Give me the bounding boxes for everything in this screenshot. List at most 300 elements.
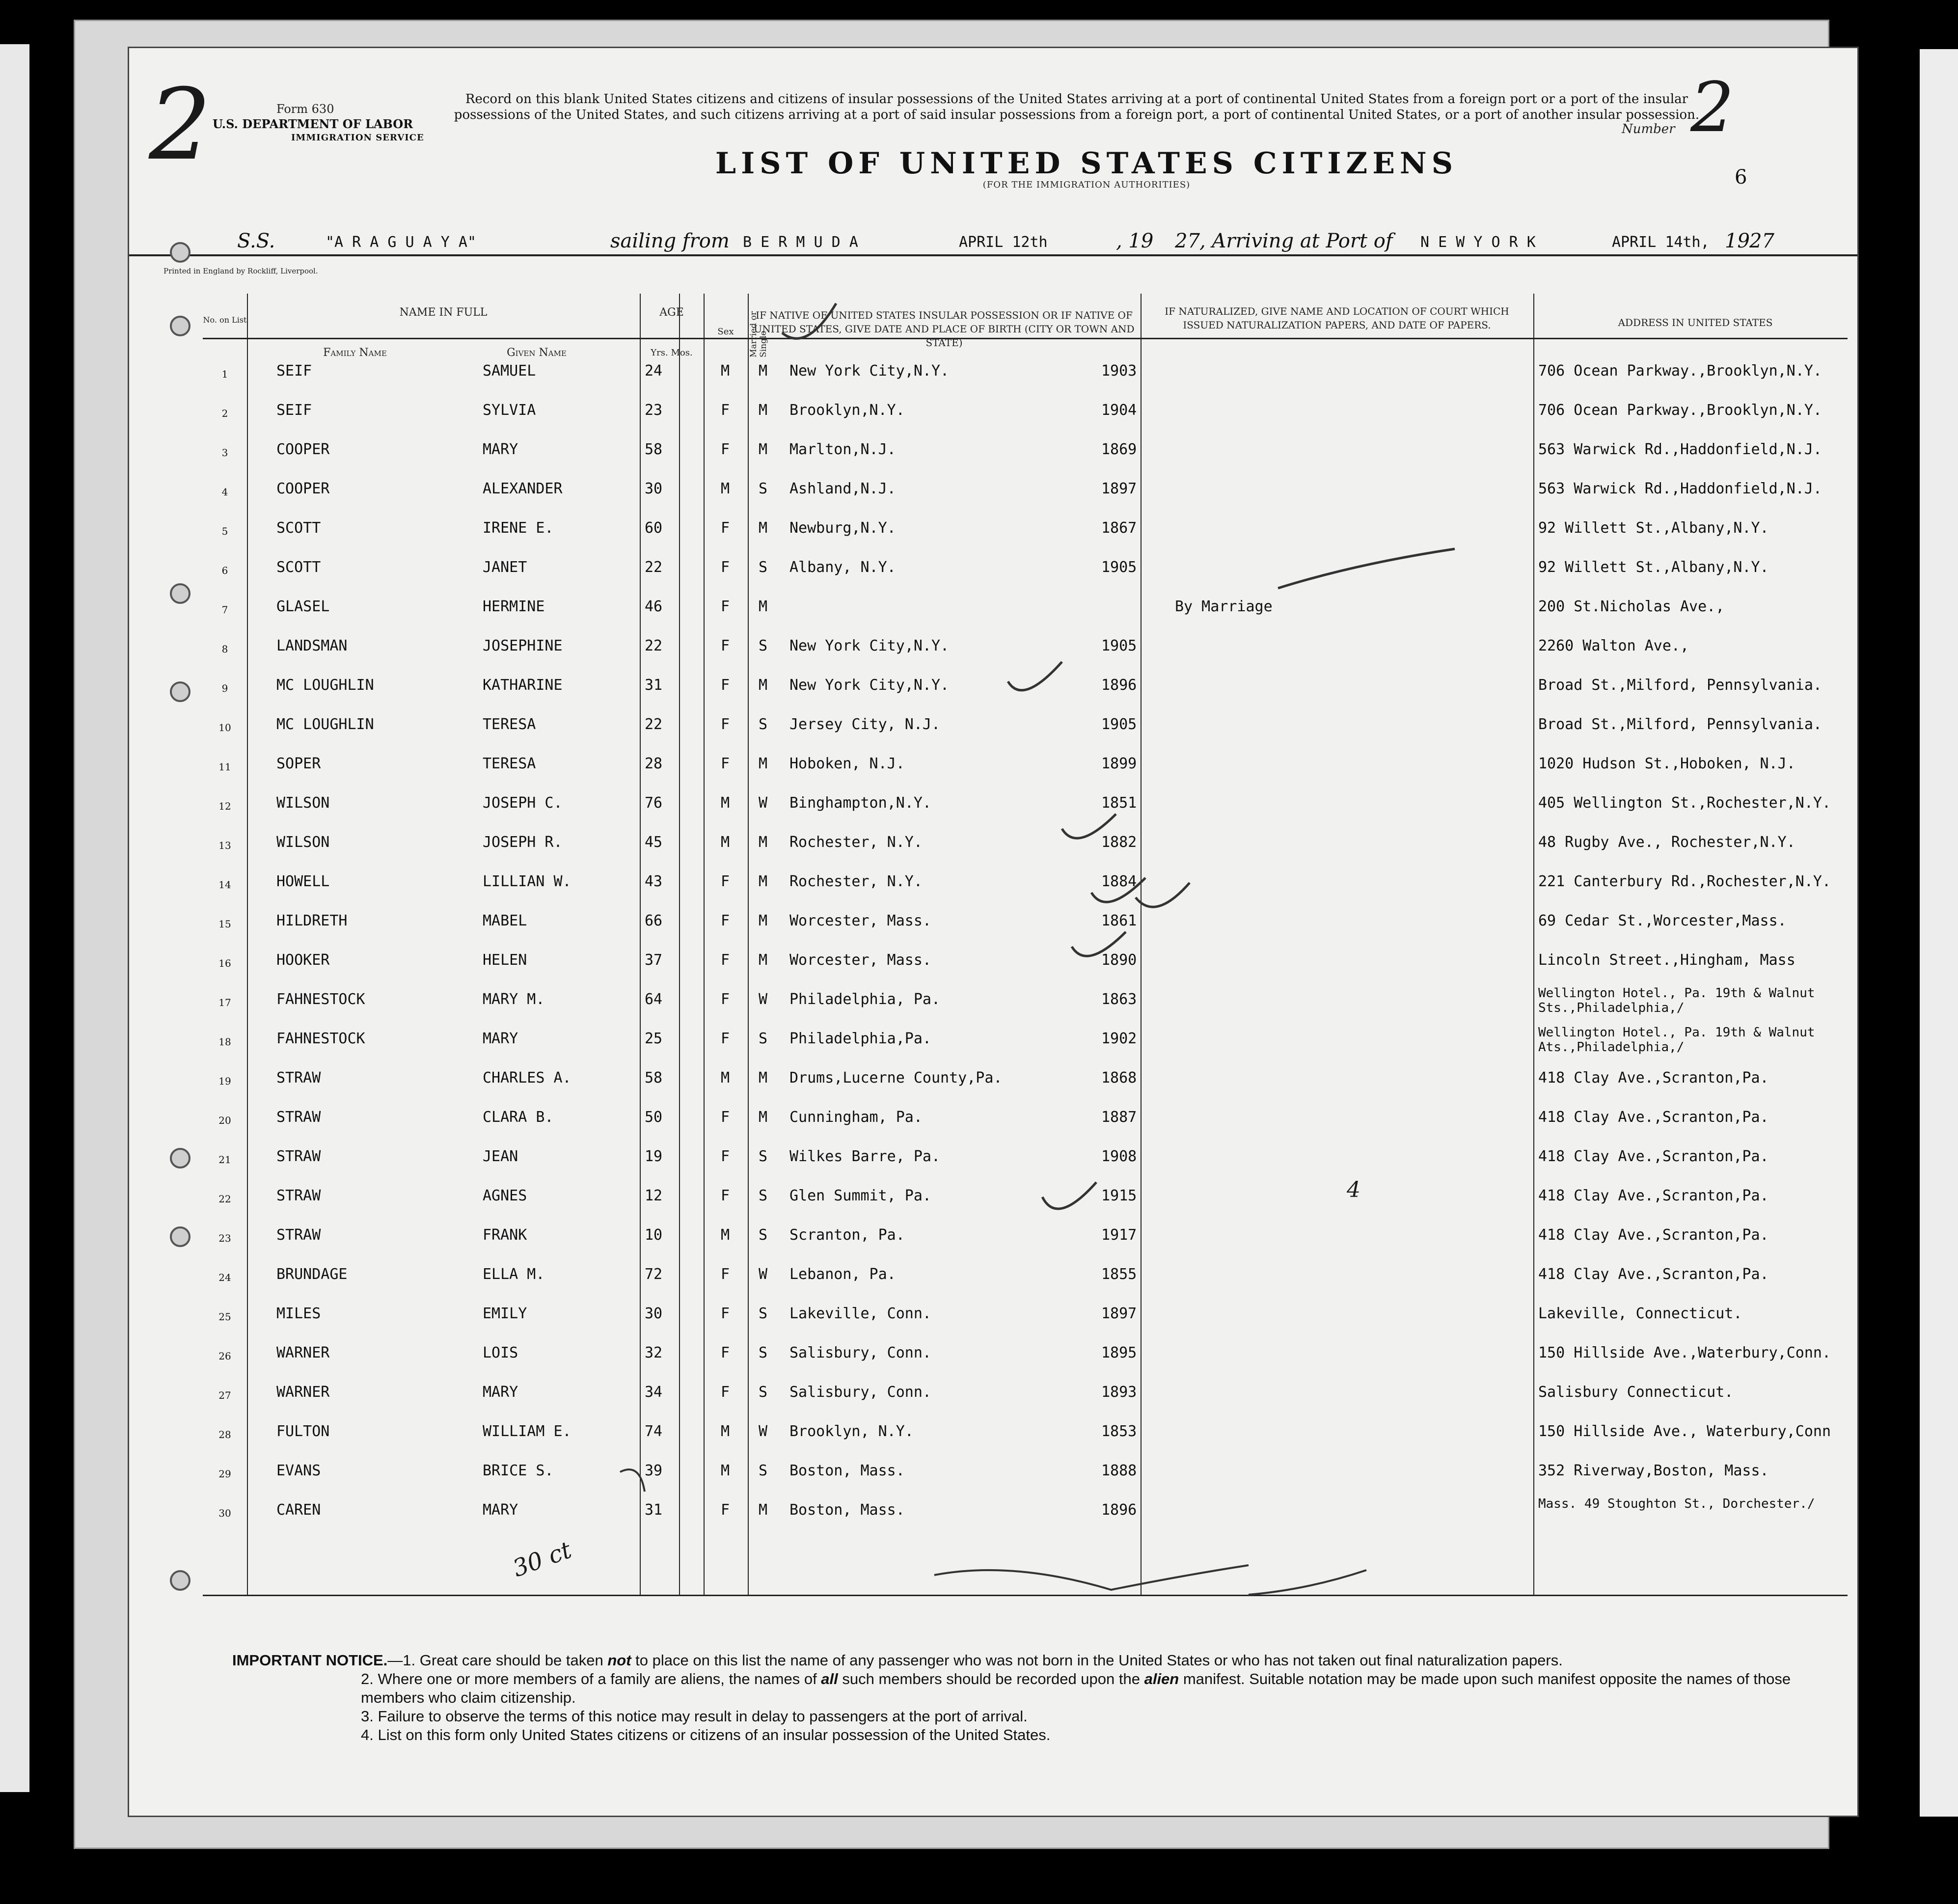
sex: F [721, 952, 730, 969]
age-years: 58 [645, 441, 663, 458]
family-name: SEIF [276, 402, 312, 419]
family-name: HOOKER [276, 952, 330, 969]
marital-status: M [759, 598, 768, 615]
birth-place: Brooklyn,N.Y. [789, 402, 905, 419]
family-name: WARNER [276, 1384, 330, 1401]
departure-date: APRIL 12th [959, 234, 1048, 251]
notice-text: 1. Great care should be taken [403, 1652, 608, 1669]
list-number: 10 [218, 722, 231, 734]
sailing-label: sailing from [610, 230, 730, 252]
sex: F [721, 402, 730, 419]
marital-status: S [759, 1226, 768, 1244]
given-name: JOSEPH R. [483, 834, 563, 851]
given-name: TERESA [483, 716, 536, 733]
service-name: IMMIGRATION SERVICE [291, 133, 424, 143]
binding-hole [170, 1226, 190, 1247]
sex: M [721, 480, 730, 497]
handwritten-signature [934, 1565, 1249, 1590]
handwritten-stroke [620, 1469, 645, 1492]
address: 150 Hillside Ave.,Waterbury,Conn. [1538, 1344, 1831, 1361]
marital-status: W [759, 1423, 768, 1440]
birth-year: 1896 [1101, 677, 1137, 694]
age-years: 22 [645, 637, 663, 654]
sex: M [721, 362, 730, 380]
address: 92 Willett St.,Albany,N.Y. [1538, 519, 1769, 537]
age-years: 22 [645, 559, 663, 576]
sex: F [721, 1266, 730, 1283]
list-number: 2 [221, 408, 228, 419]
given-name: WILLIAM E. [483, 1423, 571, 1440]
sex: F [721, 912, 730, 929]
notice-item-2 [232, 1670, 1843, 1707]
birth-place: Rochester, N.Y. [789, 834, 923, 851]
family-name: BRUNDAGE [276, 1266, 348, 1283]
handwritten-signature [1249, 1570, 1366, 1595]
birth-year: 1917 [1101, 1226, 1137, 1244]
given-name: SAMUEL [483, 362, 536, 380]
bottom-note: 30 ct [509, 1536, 575, 1583]
header-family-name: Family Name [323, 347, 387, 359]
family-name: FAHNESTOCK [276, 991, 365, 1008]
family-name: GLASEL [276, 598, 330, 615]
age-years: 24 [645, 362, 663, 380]
family-name: WARNER [276, 1344, 330, 1361]
given-name: JEAN [483, 1148, 518, 1165]
list-number: 13 [218, 840, 231, 851]
birth-place: Salisbury, Conn. [789, 1384, 931, 1401]
age-years: 28 [645, 755, 663, 772]
birth-year: 1897 [1101, 480, 1137, 497]
birth-place: Rochester, N.Y. [789, 873, 923, 890]
age-years: 74 [645, 1423, 663, 1440]
family-name: COOPER [276, 480, 330, 497]
birth-year: 1887 [1101, 1109, 1137, 1126]
list-number: 27 [218, 1389, 231, 1401]
manifest-sheet [128, 47, 1859, 1817]
address: Salisbury Connecticut. [1538, 1384, 1734, 1401]
given-name: HELEN [483, 952, 527, 969]
address: 418 Clay Ave.,Scranton,Pa. [1538, 1187, 1769, 1204]
address: 418 Clay Ave.,Scranton,Pa. [1538, 1148, 1769, 1165]
list-number: 16 [218, 957, 231, 969]
list-number: 29 [218, 1468, 231, 1480]
family-name: MC LOUGHLIN [276, 677, 374, 694]
age-years: 76 [645, 794, 663, 812]
family-name: EVANS [276, 1462, 321, 1479]
list-number: 24 [218, 1272, 231, 1283]
birth-year: 1896 [1101, 1501, 1137, 1519]
address: 352 Riverway,Boston, Mass. [1538, 1462, 1769, 1479]
family-name: SCOTT [276, 559, 321, 576]
handwritten-annotations [129, 48, 1857, 1816]
list-number: 8 [221, 643, 228, 655]
birth-place: Hoboken, N.J. [789, 755, 905, 772]
birth-year: 1895 [1101, 1344, 1137, 1361]
age-years: 12 [645, 1187, 663, 1204]
birth-place: Philadelphia, Pa. [789, 991, 941, 1008]
notice-emphasis: alien [1144, 1670, 1179, 1687]
birth-year: 1903 [1101, 362, 1137, 380]
family-name: LANDSMAN [276, 637, 348, 654]
birth-place: New York City,N.Y. [789, 677, 950, 694]
header-no-on-list: No. on List [203, 315, 247, 325]
header-address: ADDRESS IN UNITED STATES [1618, 317, 1773, 328]
right-page-edge [1920, 49, 1958, 1817]
address: Broad St.,Milford, Pennsylvania. [1538, 716, 1822, 733]
birth-year: 1855 [1101, 1266, 1137, 1283]
age-years: 58 [645, 1069, 663, 1087]
sex: F [721, 1148, 730, 1165]
tick-mark [782, 303, 836, 338]
list-number: 12 [218, 800, 231, 812]
age-years: 39 [645, 1462, 663, 1479]
sex: F [721, 755, 730, 772]
birth-year: 1861 [1101, 912, 1137, 929]
given-name: CLARA B. [483, 1109, 554, 1126]
family-name: WILSON [276, 794, 330, 812]
family-name: MILES [276, 1305, 321, 1322]
marital-status: M [759, 755, 768, 772]
given-name: JOSEPH C. [483, 794, 563, 812]
tick-mark [1042, 1182, 1096, 1209]
given-name: KATHARINE [483, 677, 563, 694]
sex: F [721, 677, 730, 694]
list-number: 7 [221, 604, 228, 616]
birth-place: Jersey City, N.J. [789, 716, 941, 733]
birth-year: 1897 [1101, 1305, 1137, 1322]
binding-hole [170, 316, 190, 336]
marital-status: S [759, 1030, 768, 1047]
list-number: 3 [221, 447, 228, 459]
birth-year: 1868 [1101, 1069, 1137, 1087]
arrival-year-prefix: 19 [1725, 230, 1750, 252]
birth-year: 1908 [1101, 1148, 1137, 1165]
birth-year: 1884 [1101, 873, 1137, 890]
birth-place: Boston, Mass. [789, 1501, 905, 1519]
marital-status: S [759, 1305, 768, 1322]
given-name: LILLIAN W. [483, 873, 571, 890]
sex: F [721, 991, 730, 1008]
notice-emphasis: not [607, 1652, 631, 1669]
list-number: 26 [218, 1350, 231, 1362]
birth-year: 1905 [1101, 559, 1137, 576]
birth-place: Salisbury, Conn. [789, 1344, 931, 1361]
birth-place: Albany, N.Y. [789, 559, 896, 576]
given-name: MABEL [483, 912, 527, 929]
list-number: 9 [221, 682, 228, 694]
family-name: HILDRETH [276, 912, 348, 929]
arrival-year: 27 [1749, 230, 1774, 252]
address: 1020 Hudson St.,Hoboken, N.J. [1538, 755, 1795, 772]
given-name: FRANK [483, 1226, 527, 1244]
list-number: 11 [218, 761, 231, 773]
address: 69 Cedar St.,Worcester,Mass. [1538, 912, 1787, 929]
given-name: TERESA [483, 755, 536, 772]
birth-year: 1905 [1101, 716, 1137, 733]
birth-place: Worcester, Mass. [789, 952, 931, 969]
age-years: 46 [645, 598, 663, 615]
form-number: Form 630 [276, 102, 334, 116]
stray-mark: 4 [1347, 1177, 1360, 1202]
age-years: 60 [645, 519, 663, 537]
address: Broad St.,Milford, Pennsylvania. [1538, 677, 1822, 694]
birth-place: Boston, Mass. [789, 1462, 905, 1479]
given-name: BRICE S. [483, 1462, 554, 1479]
notice-item-1: IMPORTANT NOTICE.—1. Great care should be taken not to place on this list the name of any passenger who was not born in the United States or who has not taken out final naturalization papers. [232, 1652, 1563, 1669]
sex: M [721, 794, 730, 812]
marital-status: M [759, 1109, 768, 1126]
department-name: U.S. DEPARTMENT OF LABOR [213, 117, 413, 131]
number-handwritten: 2 [1690, 68, 1735, 148]
number-typed: 6 [1735, 166, 1747, 189]
age-years: 37 [645, 952, 663, 969]
birth-year: 1851 [1101, 794, 1137, 812]
family-name: SCOTT [276, 519, 321, 537]
marital-status: M [759, 677, 768, 694]
handwritten-mark: 2 [149, 68, 212, 182]
given-name: CHARLES A. [483, 1069, 571, 1087]
list-number: 23 [218, 1232, 231, 1244]
sex: F [721, 559, 730, 576]
tick-mark [1072, 932, 1126, 956]
age-years: 34 [645, 1384, 663, 1401]
page-title: LIST OF UNITED STATES CITIZENS [715, 146, 1458, 181]
birth-year: 1888 [1101, 1462, 1137, 1479]
birth-place: Wilkes Barre, Pa. [789, 1148, 941, 1165]
marital-status: S [759, 637, 768, 654]
departure-year: 27 [1175, 230, 1200, 252]
family-name: SEIF [276, 362, 312, 380]
notice-item-3: 3. Failure to observe the terms of this notice may result in delay to passengers at the port of arrival. [361, 1708, 1028, 1725]
sex: F [721, 1344, 730, 1361]
address: Wellington Hotel., Pa. 19th & Walnut Sts.,Philadelphia,/ [1538, 986, 1815, 1015]
given-name: ELLA M. [483, 1266, 545, 1283]
age-years: 31 [645, 1501, 663, 1519]
address: Mass. 49 Stoughton St., Dorchester./ [1538, 1496, 1815, 1511]
list-number: 4 [221, 486, 228, 498]
tick-mark [1008, 662, 1062, 690]
age-years: 66 [645, 912, 663, 929]
age-years: 32 [645, 1344, 663, 1361]
birth-place: Glen Summit, Pa. [789, 1187, 931, 1204]
marital-status: S [759, 480, 768, 497]
list-number: 6 [221, 565, 228, 576]
sex: M [721, 1423, 730, 1440]
sex: F [721, 1030, 730, 1047]
address: 2260 Walton Ave., [1538, 637, 1689, 654]
binding-hole [170, 1148, 190, 1169]
given-name: AGNES [483, 1187, 527, 1204]
left-page-edge [0, 44, 29, 1792]
given-name: JOSEPHINE [483, 637, 563, 654]
given-name: JANET [483, 559, 527, 576]
list-number: 1 [221, 368, 228, 380]
departure-year-prefix: , 19 [1116, 230, 1154, 252]
marital-status: M [759, 402, 768, 419]
notice-label: IMPORTANT NOTICE. [232, 1652, 388, 1669]
birth-place: Cunningham, Pa. [789, 1109, 923, 1126]
birth-place: Scranton, Pa. [789, 1226, 905, 1244]
birth-place: Brooklyn, N.Y. [789, 1423, 914, 1440]
birth-place: Worcester, Mass. [789, 912, 931, 929]
birth-place: Ashland,N.J. [789, 480, 896, 497]
marital-status: M [759, 1069, 768, 1087]
marital-status: S [759, 1344, 768, 1361]
family-name: CAREN [276, 1501, 321, 1519]
age-years: 43 [645, 873, 663, 890]
age-years: 45 [645, 834, 663, 851]
family-name: STRAW [276, 1148, 321, 1165]
family-name: WILSON [276, 834, 330, 851]
age-years: 19 [645, 1148, 663, 1165]
binding-hole [170, 583, 190, 604]
address: 418 Clay Ave.,Scranton,Pa. [1538, 1266, 1769, 1283]
age-years: 10 [645, 1226, 663, 1244]
marital-status: W [759, 991, 768, 1008]
sex: M [721, 1226, 730, 1244]
family-name: STRAW [276, 1109, 321, 1126]
address: 706 Ocean Parkway.,Brooklyn,N.Y. [1538, 362, 1822, 380]
age-years: 22 [645, 716, 663, 733]
birth-year: 1867 [1101, 519, 1137, 537]
address: 706 Ocean Parkway.,Brooklyn,N.Y. [1538, 402, 1822, 419]
age-years: 64 [645, 991, 663, 1008]
number-label: Number [1622, 122, 1675, 136]
address: Lincoln Street.,Hingham, Mass [1538, 952, 1795, 969]
page-subtitle: (FOR THE IMMIGRATION AUTHORITIES) [982, 180, 1191, 190]
address: 418 Clay Ave.,Scranton,Pa. [1538, 1069, 1769, 1087]
address: 418 Clay Ave.,Scranton,Pa. [1538, 1109, 1769, 1126]
important-notice [232, 1651, 1843, 1744]
marital-status: W [759, 1266, 768, 1283]
list-number: 21 [218, 1154, 231, 1166]
family-name: COOPER [276, 441, 330, 458]
birth-place: Lebanon, Pa. [789, 1266, 896, 1283]
address: 418 Clay Ave.,Scranton,Pa. [1538, 1226, 1769, 1244]
marital-status: M [759, 441, 768, 458]
given-name: MARY [483, 1501, 518, 1519]
birth-year: 1904 [1101, 402, 1137, 419]
family-name: STRAW [276, 1069, 321, 1087]
arriving-label: , Arriving at Port of [1199, 230, 1393, 252]
marital-status: M [759, 873, 768, 890]
list-number: 25 [218, 1311, 231, 1323]
header-name-in-full: NAME IN FULL [399, 306, 488, 319]
birth-place: New York City,N.Y. [789, 637, 950, 654]
printer-credit: Printed in England by Rockliff, Liverpool. [163, 267, 318, 275]
list-number: 19 [218, 1075, 231, 1087]
birth-place: Drums,Lucerne County,Pa. [789, 1069, 1003, 1087]
header-married-single: Married or Single [749, 311, 768, 357]
marital-status: S [759, 1187, 768, 1204]
address: Wellington Hotel., Pa. 19th & Walnut Ats.,Philadelphia,/ [1538, 1025, 1815, 1055]
marital-status: S [759, 1384, 768, 1401]
birth-place: New York City,N.Y. [789, 362, 950, 380]
header-age: AGE [659, 306, 684, 319]
sex: F [721, 1384, 730, 1401]
birth-year: 1902 [1101, 1030, 1137, 1047]
family-name: FAHNESTOCK [276, 1030, 365, 1047]
address: 221 Canterbury Rd.,Rochester,N.Y. [1538, 873, 1831, 890]
notice-emphasis: all [821, 1670, 838, 1687]
given-name: MARY M. [483, 991, 545, 1008]
binding-hole [170, 242, 190, 263]
birth-year: 1869 [1101, 441, 1137, 458]
ss-label: S.S. [237, 230, 275, 252]
sex: F [721, 637, 730, 654]
marital-status: M [759, 1501, 768, 1519]
birth-year: 1893 [1101, 1384, 1137, 1401]
given-name: ALEXANDER [483, 480, 563, 497]
tick-mark [1062, 814, 1116, 838]
header-birth: IF NATIVE OF UNITED STATES INSULAR POSSESSION OR IF NATIVE OF UNITED STATES, GIVE DATE AND PLACE OF BIRTH (CITY OR TOWN AND STATE) [754, 309, 1135, 349]
marital-status: S [759, 1148, 768, 1165]
sex: F [721, 1501, 730, 1519]
birth-place: Binghampton,N.Y. [789, 794, 931, 812]
list-number: 5 [221, 525, 228, 537]
sex: F [721, 873, 730, 890]
list-number: 17 [218, 997, 231, 1008]
ship-name: "A R A G U A Y A" [326, 234, 477, 251]
birth-year: 1882 [1101, 834, 1137, 851]
sex: F [721, 441, 730, 458]
family-name: STRAW [276, 1187, 321, 1204]
header-given-name: Given Name [507, 347, 567, 359]
notice-text: such members should be recorded upon the [838, 1670, 1144, 1687]
family-name: HOWELL [276, 873, 330, 890]
list-number: 18 [218, 1036, 231, 1048]
birth-year: 1915 [1101, 1187, 1137, 1204]
address: 563 Warwick Rd.,Haddonfield,N.J. [1538, 480, 1822, 497]
birth-place: Marlton,N.J. [789, 441, 896, 458]
list-number: 15 [218, 918, 231, 930]
birth-place: Newburg,N.Y. [789, 519, 896, 537]
header-yrs-mos: Yrs. Mos. [651, 348, 693, 358]
record-instructions: Record on this blank United States citizens and citizens of insular possessions of the United States arriving at a port of continental United States from a foreign port or a port of the insular possessions of the United States, and such citizens arriving at a port of said insular possessions from a foreign port, a port of continental United States, or a port of another insular possession. [454, 92, 1700, 122]
birth-year: 1905 [1101, 637, 1137, 654]
family-name: SOPER [276, 755, 321, 772]
marital-status: M [759, 952, 768, 969]
sex: M [721, 834, 730, 851]
departure-port: B E R M U D A [743, 234, 858, 251]
binding-hole [170, 681, 190, 702]
marital-status: M [759, 912, 768, 929]
given-name: SYLVIA [483, 402, 536, 419]
sex: F [721, 716, 730, 733]
given-name: EMILY [483, 1305, 527, 1322]
sex: M [721, 1069, 730, 1087]
age-years: 72 [645, 1266, 663, 1283]
list-number: 20 [218, 1115, 231, 1126]
given-name: MARY [483, 441, 518, 458]
sex: F [721, 519, 730, 537]
marital-status: W [759, 794, 768, 812]
header-naturalized: IF NATURALIZED, GIVE NAME AND LOCATION OF COURT WHICH ISSUED NATURALIZATION PAPERS, AND DATE OF PAPERS. [1165, 305, 1509, 331]
address: 150 Hillside Ave., Waterbury,Conn [1538, 1423, 1831, 1440]
binding-hole [170, 1570, 190, 1591]
age-years: 30 [645, 480, 663, 497]
sex: M [721, 1462, 730, 1479]
birth-place: Lakeville, Conn. [789, 1305, 931, 1322]
list-number: 14 [218, 879, 231, 891]
marital-status: S [759, 559, 768, 576]
age-years: 50 [645, 1109, 663, 1126]
arrival-date: APRIL 14th, [1612, 234, 1710, 251]
sex: F [721, 1187, 730, 1204]
address: 92 Willett St.,Albany,N.Y. [1538, 559, 1769, 576]
age-years: 25 [645, 1030, 663, 1047]
given-name: MARY [483, 1384, 518, 1401]
